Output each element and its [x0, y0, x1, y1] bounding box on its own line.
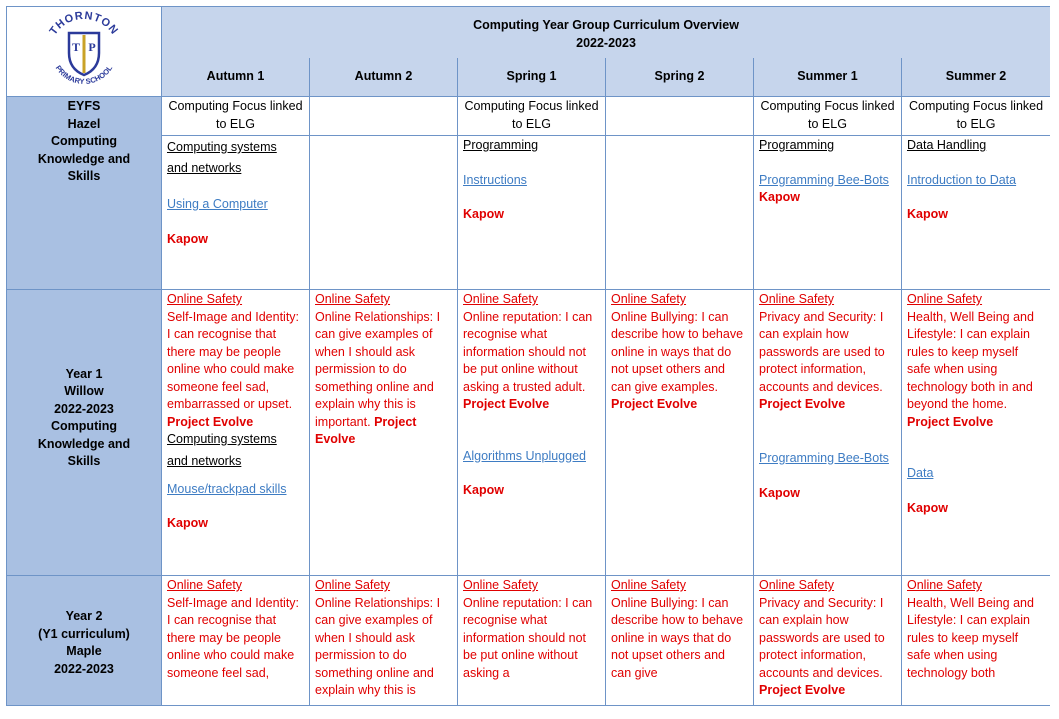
scheme-label: Kapow	[167, 516, 208, 530]
topic-heading: Data Handling	[907, 138, 987, 152]
unit-link[interactable]: Programming Bee-Bots	[759, 172, 889, 187]
safety-objective: Online Relationships: I can give examples of when I should ask permission to do something online and explain why this is important.	[315, 309, 441, 429]
eyfs-row-heading	[7, 97, 162, 290]
year1-autumn1-cell	[162, 290, 310, 576]
logo-monogram-right: P	[88, 39, 96, 54]
online-safety-label: Online Safety	[167, 578, 243, 592]
eyfs-heading-line: Knowledge and	[37, 151, 131, 166]
eyfs-summer2-cell	[902, 136, 1051, 290]
project-evolve-label: Project Evolve	[907, 414, 994, 429]
year2-spring1-cell	[458, 576, 606, 706]
safety-objective: Self-Image and Identity: I can recognise that there may be people online who could make someone feel sad,	[167, 595, 300, 680]
term-spring-2: Spring 2	[606, 58, 754, 97]
eyfs-autumn1-cell	[162, 136, 310, 290]
scheme-label: Kapow	[759, 485, 800, 500]
year1-heading-line: Skills	[67, 454, 101, 468]
topic-heading: Programming	[759, 138, 835, 152]
term-autumn-1: Autumn 1	[162, 58, 310, 97]
eyfs-heading-line: Hazel	[67, 116, 101, 131]
year2-summer1-cell	[754, 576, 902, 706]
year2-heading-line: Year 2	[65, 609, 103, 623]
online-safety-label: Online Safety	[907, 292, 983, 306]
eyfs-autumn2-empty	[310, 136, 458, 290]
unit-link[interactable]: Programming Bee-Bots	[759, 450, 889, 465]
eyfs-focus-summer1: Computing Focus linked to ELG	[754, 97, 902, 136]
year1-heading-line: 2022-2023	[54, 401, 114, 416]
topic-heading: and networks	[167, 161, 242, 175]
safety-objective: Online Bullying: I can describe how to behave online in ways that do not upset others and can give examples.	[611, 309, 744, 394]
eyfs-focus-summer2: Computing Focus linked to ELG	[902, 97, 1051, 136]
online-safety-label: Online Safety	[315, 292, 391, 306]
year1-heading-line: Computing	[51, 419, 117, 433]
year1-spring1-cell	[458, 290, 606, 576]
year2-summer2-cell	[902, 576, 1051, 706]
term-summer-2: Summer 2	[902, 58, 1051, 97]
year1-summer1-cell	[754, 290, 902, 576]
safety-objective: Self-Image and Identity: I can recognise that there may be people online who could make someone feel sad, embarrassed or upset.	[167, 309, 300, 411]
safety-objective: Online reputation: I can recognise what information should not be put online without asking a	[463, 595, 593, 680]
safety-objective: Health, Well Being and Lifestyle: I can explain rules to keep myself safe when using technology both in and beyond the home.	[907, 309, 1034, 411]
online-safety-label: Online Safety	[611, 292, 687, 306]
year1-spring2-cell	[606, 290, 754, 576]
year2-spring2-cell	[606, 576, 754, 706]
online-safety-label: Online Safety	[611, 578, 687, 592]
year1-heading-line: Willow	[64, 384, 104, 398]
unit-link[interactable]: Instructions	[463, 172, 527, 187]
eyfs-spring1-cell	[458, 136, 606, 290]
term-spring-1: Spring 1	[458, 58, 606, 97]
project-evolve-label: Project Evolve	[611, 397, 698, 411]
safety-objective: Online Bullying: I can describe how to behave online in ways that do not upset others and can give	[611, 595, 744, 680]
safety-objective: Health, Well Being and Lifestyle: I can explain rules to keep myself safe when using technology both	[907, 595, 1034, 680]
project-evolve-label: Project Evolve	[759, 397, 846, 411]
scheme-label: Kapow	[167, 231, 208, 246]
eyfs-heading-line: Skills	[67, 169, 101, 183]
year2-heading-line: (Y1 curriculum)	[38, 626, 130, 641]
scheme-label: Kapow	[907, 500, 948, 515]
online-safety-label: Online Safety	[759, 578, 835, 592]
topic-heading: Computing systems	[167, 432, 277, 446]
online-safety-label: Online Safety	[167, 292, 243, 306]
eyfs-heading-line: EYFS	[67, 99, 101, 113]
year2-row-heading	[7, 576, 162, 706]
year2-heading-line: 2022-2023	[54, 661, 114, 676]
term-summer-1: Summer 1	[754, 58, 902, 97]
safety-objective: Privacy and Security: I can explain how passwords are used to protect information, accounts and devices.	[759, 595, 885, 680]
project-evolve-label: Project Evolve	[759, 683, 846, 697]
year1-row	[7, 290, 1051, 576]
eyfs-focus-autumn2-empty	[310, 97, 458, 136]
scheme-label: Kapow	[463, 207, 504, 221]
eyfs-spring2-empty	[606, 136, 754, 290]
safety-objective: Online reputation: I can recognise what information should not be put online without asking a trusted adult.	[463, 309, 593, 394]
year2-autumn1-cell	[162, 576, 310, 706]
eyfs-heading-line: Computing	[51, 134, 117, 148]
online-safety-label: Online Safety	[759, 292, 835, 306]
safety-objective: Online Relationships: I can give examples of when I should ask permission to do something online and explain why this is	[315, 595, 441, 697]
eyfs-focus-autumn1: Computing Focus linked to ELG	[162, 97, 310, 136]
logo-monogram-left: T	[71, 39, 81, 54]
eyfs-focus-spring1: Computing Focus linked to ELG	[458, 97, 606, 136]
year2-heading-line: Maple	[66, 644, 102, 658]
eyfs-content-row	[7, 136, 1051, 290]
topic-heading: Computing systems	[167, 140, 277, 154]
title-line-1: Computing Year Group Curriculum Overview	[473, 18, 739, 32]
scheme-label: Kapow	[907, 207, 948, 221]
term-header-row	[7, 58, 1051, 97]
year1-autumn2-cell	[310, 290, 458, 576]
eyfs-summer1-cell	[754, 136, 902, 290]
topic-heading: Programming	[463, 138, 539, 152]
online-safety-label: Online Safety	[315, 578, 391, 592]
project-evolve-label: Project Evolve	[463, 397, 550, 411]
unit-link[interactable]: Algorithms Unplugged	[463, 448, 586, 463]
title-row	[7, 7, 1051, 59]
unit-link[interactable]: Data	[907, 466, 934, 480]
unit-link[interactable]: Using a Computer	[167, 197, 268, 211]
curriculum-table	[6, 6, 1050, 706]
logo-text-bottom: PRIMARY SCHOOL	[53, 63, 115, 86]
term-autumn-2: Autumn 2	[310, 58, 458, 97]
online-safety-label: Online Safety	[463, 292, 539, 306]
eyfs-focus-spring2-empty	[606, 97, 754, 136]
school-logo	[38, 9, 130, 89]
project-evolve-label: Project Evolve	[315, 414, 417, 446]
eyfs-focus-row	[7, 97, 1051, 136]
logo-text-top: THORNTON	[47, 9, 121, 38]
safety-objective: Privacy and Security: I can explain how passwords are used to protect information, accounts and devices.	[759, 309, 885, 394]
year1-row-heading	[7, 290, 162, 576]
scheme-label: Kapow	[463, 483, 504, 497]
year1-heading-line: Year 1	[65, 366, 103, 381]
year1-heading-line: Knowledge and	[37, 436, 131, 451]
year2-autumn2-cell	[310, 576, 458, 706]
unit-link[interactable]: Mouse/trackpad skills	[167, 481, 287, 496]
year2-row	[7, 576, 1051, 706]
title-line-2: 2022-2023	[576, 35, 636, 50]
topic-heading: and networks	[167, 453, 242, 468]
online-safety-label: Online Safety	[907, 578, 983, 592]
school-logo-cell	[7, 7, 162, 97]
scheme-label: Kapow	[759, 190, 800, 204]
unit-link[interactable]: Introduction to Data	[907, 172, 1017, 187]
page-title	[162, 7, 1051, 59]
online-safety-label: Online Safety	[463, 578, 539, 592]
year1-summer2-cell	[902, 290, 1051, 576]
curriculum-page	[6, 6, 1050, 708]
project-evolve-label: Project Evolve	[167, 414, 254, 429]
